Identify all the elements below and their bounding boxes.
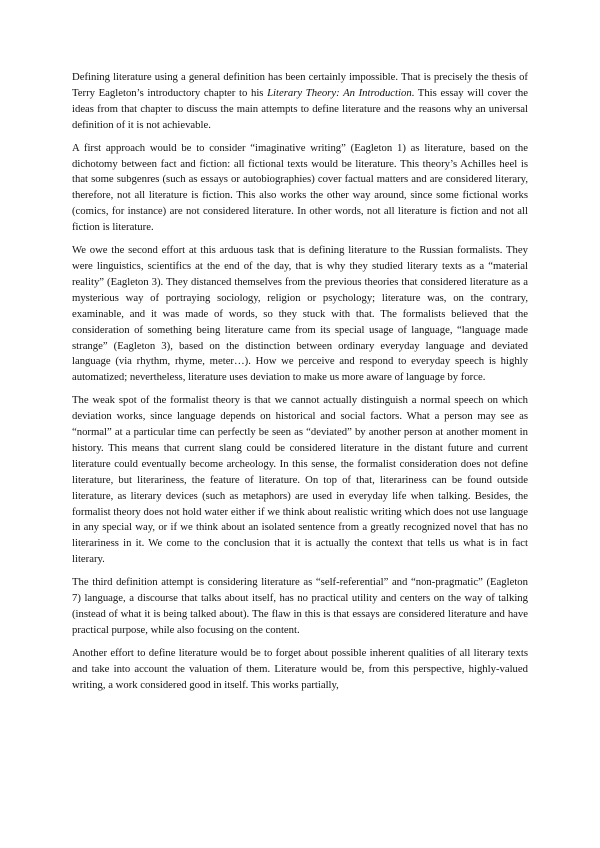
paragraph-1-text-start: Defining literature using a general definition has been certainly impossible. That is precisely the thesis of Terry Eagleton’s introductory chapter to his	[72, 71, 528, 99]
book-title: Literary Theory: An Introduction	[267, 86, 412, 99]
paragraph-2: A first approach would be to consider “imaginative writing” (Eagleton 1) as literature, based on the dichotomy between fact and fiction: all fictional texts would be literature. This theory’s Achilles heel is that some subgenres (such as essays or autobiographies) cover factual matters and are considered literary, therefore, not all literature is fiction. This also works the other way around, since some fictional works (comics, for instance) are not considered literature. In other words, not all literature is fiction and not all fiction is literature.	[72, 141, 528, 234]
paragraph-6: Another effort to define literature would be to forget about possible inherent qualities of all literary texts and take into account the valuation of them. Literature would be, from this perspective, highly-valued writing, a work considered good in itself. This works partially,	[72, 646, 528, 691]
paragraph-3: We owe the second effort at this arduous task that is defining literature to the Russian formalists. They were linguistics, scientifics at the end of the day, that is why they studied literary texts as a “material reality” (Eagleton 3). They distanced themselves from the previous theories that considered literature as a mysterious way of portraying sociology, religion or psychology; literature was, on the contrary, examinable, and it was made of words, so they stuck with that. The formalists believed that the consideration of something being literature came from its special usage of language, “language made strange” (Eagleton 3), based on the distinction between ordinary everyday language and deviated language (via rhythm, rhyme, meter…). How we perceive and respond to everyday speech is highly automatized; nevertheless, literature uses deviation to make us more aware of language by force.	[72, 244, 528, 384]
essay-body	[72, 70, 528, 701]
paragraph-5: The third definition attempt is considering literature as “self-referential” and “non-pragmatic” (Eagleton 7) language, a discourse that talks about itself, has no practical utility and centers on the way of talking (instead of what it is being talked about). The flaw in this is that essays are considered literature and have practical purpose, while also focusing on the content.	[72, 576, 528, 636]
paragraph-1-text-end: . This essay will cover the ideas from that chapter to discuss the main attempts to define literature and the reasons why an universal definition of it is not achievable.	[72, 86, 528, 131]
paragraph-4: The weak spot of the formalist theory is that we cannot actually distinguish a normal speech on which deviation works, since language depends on historical and social factors. What a person may see as “normal” at a particular time can perfectly be seen as “deviated” by another person at another moment in history. This means that current slang could be considered literature in the distant future and current literature could eventually become archeology. In this sense, the formalist consideration does not define literature, but literariness, the feature of literature. On top of that, literariness can be found outside literature, as literary devices (such as metaphors) are used in everyday life when talking. Besides, the formalist theory does not hold water either if we think about realistic writing which does not use language in any special way, or if we think about an isolated sentence from a greatly recognized novel that has no literariness in it. We come to the conclusion that it is actually the context that tells us what is in fact literary.	[72, 394, 528, 566]
paragraph-1	[72, 70, 528, 134]
